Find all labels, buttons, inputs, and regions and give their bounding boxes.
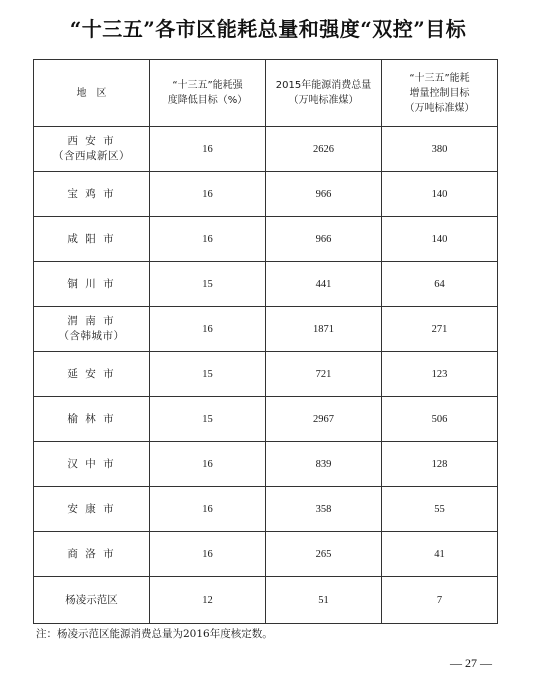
table-row xyxy=(34,127,498,172)
header-region xyxy=(34,60,150,127)
intensity-cell: 15 xyxy=(150,352,266,397)
table-body xyxy=(34,127,498,624)
region-name: 铜 川 市 xyxy=(67,277,116,290)
table-row xyxy=(34,352,498,397)
region-name: 渭 南 市 xyxy=(67,315,116,327)
region-note: （含韩城市） xyxy=(58,330,125,342)
region-cell xyxy=(34,352,150,397)
increment-cell: 380 xyxy=(382,127,498,172)
intensity-cell: 16 xyxy=(150,307,266,352)
header-line: 增量控制目标 xyxy=(409,87,470,99)
header-line: （万吨标准煤） xyxy=(404,102,475,114)
region-name: 宝 鸡 市 xyxy=(67,187,116,200)
intensity-cell: 15 xyxy=(150,397,266,442)
header-intensity-target xyxy=(150,60,266,127)
table-row xyxy=(34,217,498,262)
region-cell xyxy=(34,397,150,442)
consumption-cell: 966 xyxy=(266,217,382,262)
consumption-cell: 265 xyxy=(266,532,382,577)
intensity-cell: 16 xyxy=(150,442,266,487)
consumption-cell: 1871 xyxy=(266,307,382,352)
table-row xyxy=(34,307,498,352)
header-line: “十三五”能耗 xyxy=(409,72,470,84)
consumption-cell: 839 xyxy=(266,442,382,487)
region-cell xyxy=(34,487,150,532)
region-name: 安 康 市 xyxy=(67,502,116,515)
header-row xyxy=(34,60,498,127)
table-row xyxy=(34,172,498,217)
targets-table xyxy=(33,59,498,624)
region-name: 咸 阳 市 xyxy=(67,232,116,245)
increment-cell: 41 xyxy=(382,532,498,577)
increment-cell: 64 xyxy=(382,262,498,307)
consumption-cell: 358 xyxy=(266,487,382,532)
intensity-cell: 12 xyxy=(150,577,266,624)
region-name: 杨凌示范区 xyxy=(65,593,118,606)
increment-cell: 271 xyxy=(382,307,498,352)
region-cell xyxy=(34,172,150,217)
region-name: 榆 林 市 xyxy=(67,412,116,425)
region-cell xyxy=(34,262,150,307)
intensity-cell: 16 xyxy=(150,532,266,577)
region-name: 商 洛 市 xyxy=(67,547,116,560)
increment-cell: 128 xyxy=(382,442,498,487)
region-cell xyxy=(34,307,150,352)
table-row xyxy=(34,262,498,307)
table-header xyxy=(34,60,498,127)
increment-cell: 123 xyxy=(382,352,498,397)
consumption-cell: 721 xyxy=(266,352,382,397)
region-cell xyxy=(34,532,150,577)
region-name: 延 安 市 xyxy=(67,367,116,380)
intensity-cell: 16 xyxy=(150,217,266,262)
table-row xyxy=(34,397,498,442)
region-note: （含西咸新区） xyxy=(53,150,130,162)
increment-cell: 140 xyxy=(382,172,498,217)
increment-cell: 7 xyxy=(382,577,498,624)
consumption-cell: 441 xyxy=(266,262,382,307)
table-row xyxy=(34,487,498,532)
table-row xyxy=(34,532,498,577)
increment-cell: 55 xyxy=(382,487,498,532)
intensity-cell: 16 xyxy=(150,487,266,532)
region-cell xyxy=(34,442,150,487)
header-line: （万吨标准煤） xyxy=(288,95,359,106)
consumption-cell: 2967 xyxy=(266,397,382,442)
consumption-cell: 966 xyxy=(266,172,382,217)
region-cell xyxy=(34,217,150,262)
region-name: 西 安 市 xyxy=(67,135,116,147)
table-row xyxy=(34,442,498,487)
increment-cell: 140 xyxy=(382,217,498,262)
intensity-cell: 16 xyxy=(150,127,266,172)
header-line: 度降低目标（%） xyxy=(167,95,248,106)
region-name: 汉 中 市 xyxy=(67,457,116,470)
intensity-cell: 15 xyxy=(150,262,266,307)
page-number: — 27 — xyxy=(450,656,492,670)
page-title: “十三五”各市区能耗总量和强度“双控”目标 xyxy=(69,17,467,41)
header-consumption-2015 xyxy=(266,60,382,127)
region-cell xyxy=(34,127,150,172)
table-row xyxy=(34,577,498,624)
intensity-cell: 16 xyxy=(150,172,266,217)
header-increment-target xyxy=(382,60,498,127)
increment-cell: 506 xyxy=(382,397,498,442)
header-line: 2015年能源消费总量 xyxy=(275,80,372,91)
footnote: 注：杨凌示范区能源消费总量为2016年度核定数。 xyxy=(36,628,273,640)
consumption-cell: 2626 xyxy=(266,127,382,172)
region-cell xyxy=(34,577,150,624)
consumption-cell: 51 xyxy=(266,577,382,624)
header-line: “十三五”能耗强 xyxy=(172,80,243,91)
header-line: 地 区 xyxy=(76,87,107,99)
